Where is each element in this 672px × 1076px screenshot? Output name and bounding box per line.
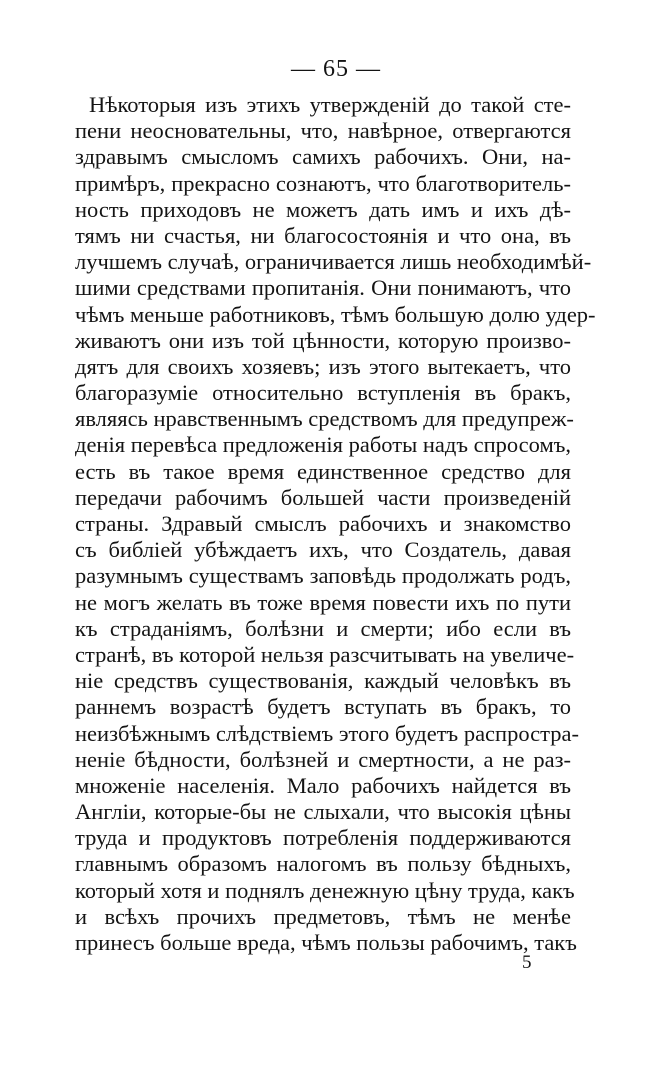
text-line: тямъ ни счастья, ни благосостоянія и что она, въ: [75, 222, 571, 248]
text-line: благоразуміе относительно вступленія въ бракъ,: [75, 380, 571, 406]
page-number: — 65 —: [291, 56, 381, 82]
text-line: не могъ желать въ тоже время повести ихъ по пути: [75, 589, 571, 615]
text-line: страны. Здравый смыслъ рабочихъ и знакомство: [75, 511, 571, 536]
text-line: и всѣхъ прочихъ предметовъ, тѣмъ не менѣе: [75, 903, 571, 929]
text-line: ніе средствъ существованія, каждый человѣкъ въ: [75, 668, 571, 694]
text-line: съ библіей убѣждаетъ ихъ, что Создатель, давая: [75, 537, 571, 563]
text-line: передачи рабочимъ большей части произведеній: [75, 484, 571, 510]
text-line: здравымъ смысломъ самихъ рабочихъ. Они, на-: [75, 144, 571, 170]
text-line: множеніе населенія. Мало рабочихъ найдется въ: [75, 772, 571, 798]
text-line: денія перевѣса предложенія работы надъ спросомъ,: [75, 432, 571, 458]
text-line: неніе бѣдности, болѣзней и смертности, а не раз-: [75, 746, 571, 772]
text-line: ность приходовъ не можетъ дать имъ и ихъ дѣ-: [75, 196, 571, 222]
text-line: къ страданіямъ, болѣзни и смерти; ибо если въ: [75, 615, 571, 641]
signature-mark: 5: [522, 952, 532, 973]
text-line: главнымъ образомъ налогомъ въ пользу бѣдныхъ,: [75, 851, 571, 877]
body-paragraph: [75, 92, 596, 956]
text-line: принесъ больше вреда, чѣмъ пользы рабочимъ, такъ: [75, 930, 577, 955]
text-line: лучшемъ случаѣ, ограничивается лишь необходимѣй-: [75, 249, 592, 275]
text-line: раннемъ возрастѣ будетъ вступать въ бракъ, то: [75, 694, 571, 720]
text-line: являясь нравственнымъ средствомъ для предупреж-: [75, 406, 574, 432]
text-line: разумнымъ существамъ заповѣдь продолжать родъ,: [75, 563, 571, 589]
text-line: странѣ, въ которой нельзя разсчитывать на увеличе-: [75, 641, 575, 667]
text-line: неизбѣжнымъ слѣдствіемъ этого будетъ распростра-: [75, 720, 579, 746]
text-line: Англіи, которые-бы не слыхали, что высокія цѣны: [75, 799, 571, 825]
text-line: есть въ такое время единственное средство для: [75, 458, 571, 484]
text-line: который хотя и поднялъ денежную цѣну труда, какъ: [75, 877, 575, 903]
text-line: примѣръ, прекрасно сознаютъ, что благотворитель-: [75, 170, 571, 196]
text-line: шими средствами пропитанія. Они понимаютъ, что: [75, 275, 571, 301]
text-line: чѣмъ меньше работниковъ, тѣмъ большую долю удер-: [75, 301, 596, 327]
text-line: Нѣкоторыя изъ этихъ утвержденій до такой сте-: [89, 92, 571, 117]
text-line: дятъ для своихъ хозяевъ; изъ этого вытекаетъ, что: [75, 353, 571, 379]
text-line: труда и продуктовъ потребленія поддерживаются: [75, 825, 571, 851]
text-line: живаютъ они изъ той цѣнности, которую произво-: [75, 327, 571, 353]
text-line: пени неосновательны, что, навѣрное, отвергаются: [75, 118, 571, 144]
